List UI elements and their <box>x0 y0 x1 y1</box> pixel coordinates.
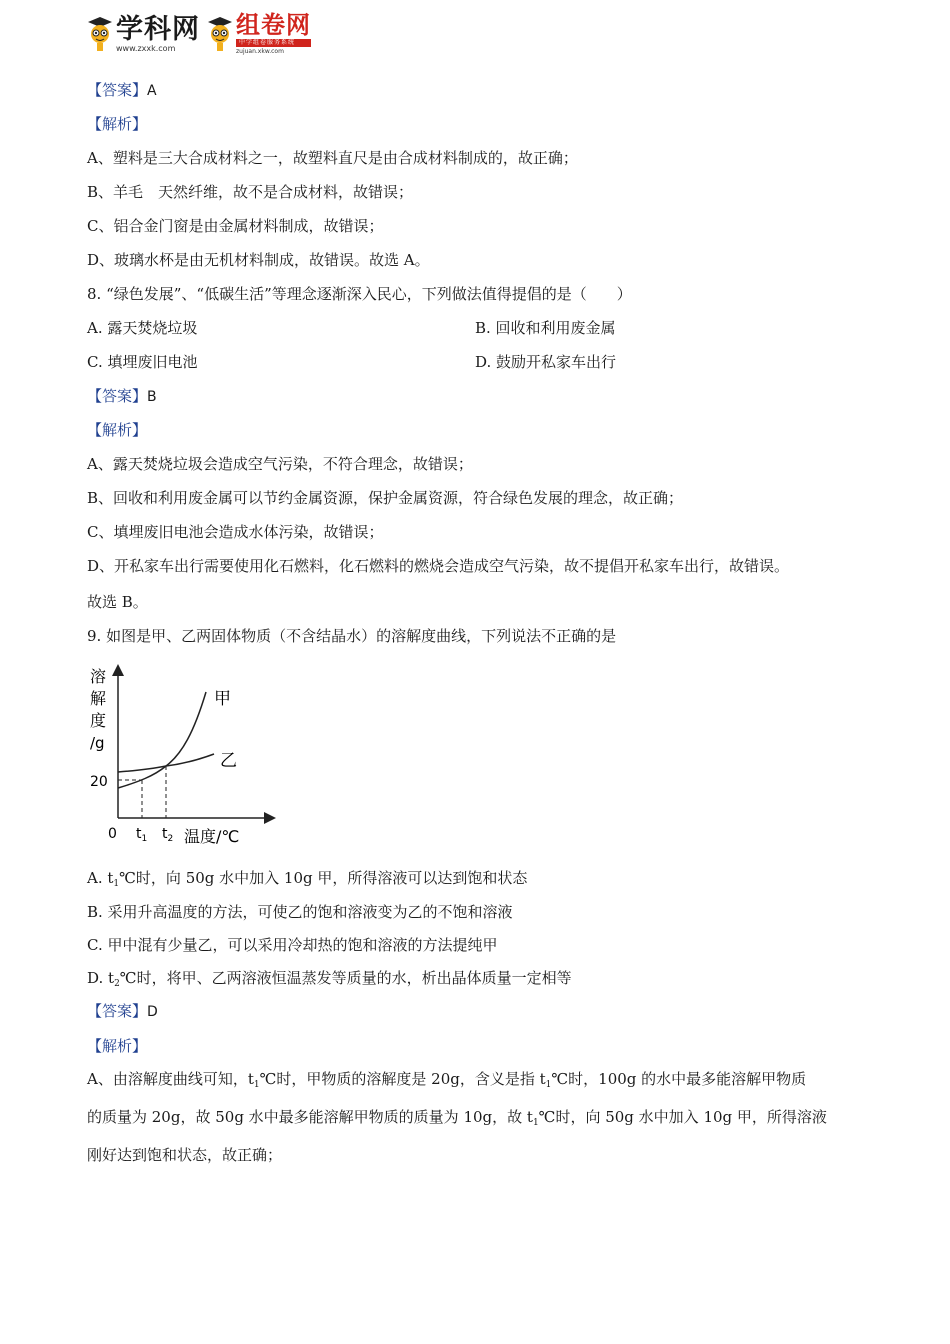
q7-analysis-line-d: D、玻璃水杯是由无机材料制成，故错误。故选 A。 <box>87 251 430 269</box>
q8-analysis-tag-line <box>87 420 147 440</box>
solubility-graph <box>86 664 276 854</box>
q8-option-d: D. 鼓励开私家车出行 <box>475 353 617 371</box>
analysis-tag: 【解析】 <box>87 421 148 439</box>
q7-analysis-line-c: C、铝合金门窗是由金属材料制成，故错误； <box>87 217 384 235</box>
q7-answer: A <box>147 83 157 99</box>
y-tick-20: 20 <box>90 774 108 790</box>
q8-option-a: A. 露天焚烧垃圾 <box>87 319 198 337</box>
header-logo <box>86 12 311 56</box>
brand-zujuan <box>236 13 311 55</box>
q9-analysis-line-1: A、由溶解度曲线可知，$t_1℃$时，甲物质的溶解度是 20g，含义是指 $t_1℃$时，100g 的水中最多能溶解甲物质 <box>87 1070 807 1090</box>
q7-analysis-line-b: B、羊毛 天然纤维，故不是合成材料，故错误； <box>87 183 414 201</box>
q8-stem: 8. “绿色发展”、“低碳生活”等理念逐渐深入民心，下列做法值得提倡的是（ ） <box>87 285 632 303</box>
brand-xueke-url: www.zxxk.com <box>116 43 176 53</box>
y-axis-label-char: 解 <box>90 689 107 708</box>
brand-zujuan-name: 组卷网 <box>236 11 311 39</box>
answer-tag: 【答案】 <box>87 81 148 99</box>
y-axis-label-char: /g <box>90 734 105 752</box>
q8-option-b: B. 回收和利用废金属 <box>475 319 616 337</box>
x-tick-t1: $t_1$ <box>136 826 148 844</box>
q7-analysis-line-a: A、塑料是三大合成材料之一，故塑料直尺是由合成材料制成的，故正确； <box>87 149 578 167</box>
q8-answer: B <box>147 389 157 405</box>
q9-option-a: A. $t_1℃$时，向 50g 水中加入 10g 甲，所得溶液可以达到饱和状态 <box>87 869 528 889</box>
x-origin-label: 0 <box>108 826 117 842</box>
q8-answer-line <box>87 386 157 407</box>
q8-analysis-conclusion: 故选 B。 <box>87 593 148 611</box>
brand-xueke <box>116 13 200 53</box>
brand-xueke-name: 学科网 <box>116 13 200 45</box>
brand-zujuan-url: zujuan.xkw.com <box>236 48 284 55</box>
mascot-icon <box>206 16 234 52</box>
q9-option-d: D. $t_2℃$时，将甲、乙两溶液恒温蒸发等质量的水，析出晶体质量一定相等 <box>87 969 572 989</box>
answer-tag: 【答案】 <box>87 387 148 405</box>
x-axis-label: 温度/℃ <box>184 827 240 846</box>
curve-jia-label: 甲 <box>214 689 231 709</box>
q9-option-b: B. 采用升高温度的方法，可使乙的饱和溶液变为乙的不饱和溶液 <box>87 903 513 921</box>
q8-analysis-line-c: C、填埋废旧电池会造成水体污染，故错误； <box>87 523 384 541</box>
mascot-icon <box>86 16 114 52</box>
y-axis-label-char: 溶 <box>90 667 107 686</box>
analysis-tag: 【解析】 <box>87 115 148 133</box>
q9-option-c: C. 甲中混有少量乙，可以采用冷却热的饱和溶液的方法提纯甲 <box>87 936 498 954</box>
q9-answer-line <box>87 1001 158 1022</box>
curve-jia <box>118 692 206 788</box>
q9-analysis-line-3: 刚好达到饱和状态，故正确； <box>87 1146 283 1164</box>
q7-analysis-tag-line <box>87 114 147 134</box>
y-axis-label-char: 度 <box>90 711 107 730</box>
q8-analysis-line-d: D、开私家车出行需要使用化石燃料，化石燃料的燃烧会造成空气污染，故不提倡开私家车出行，故错误。 <box>87 557 790 575</box>
q9-analysis-tag-line <box>87 1036 147 1056</box>
q8-option-c: C. 填埋废旧电池 <box>87 353 198 371</box>
analysis-tag: 【解析】 <box>87 1037 148 1055</box>
x-tick-t2: $t_2$ <box>162 826 174 844</box>
curve-yi-label: 乙 <box>220 751 237 771</box>
q8-analysis-line-a: A、露天焚烧垃圾会造成空气污染，不符合理念，故错误； <box>87 455 473 473</box>
q8-analysis-line-b: B、回收和利用废金属可以节约金属资源，保护金属资源，符合绿色发展的理念，故正确； <box>87 489 684 507</box>
q9-analysis-line-2: 的质量为 20g，故 50g 水中最多能溶解甲物质的质量为 10g，故 $t_1℃$时，向 50g 水中加入 10g 甲，所得溶液 <box>87 1108 827 1128</box>
q7-answer-line <box>87 80 157 101</box>
q9-stem: 9. 如图是甲、乙两固体物质（不含结晶水）的溶解度曲线，下列说法不正确的是 <box>87 627 617 645</box>
q9-answer: D <box>147 1004 158 1020</box>
answer-tag: 【答案】 <box>87 1002 148 1020</box>
brand-zujuan-bar: 中学组卷服务系统 <box>236 39 311 47</box>
